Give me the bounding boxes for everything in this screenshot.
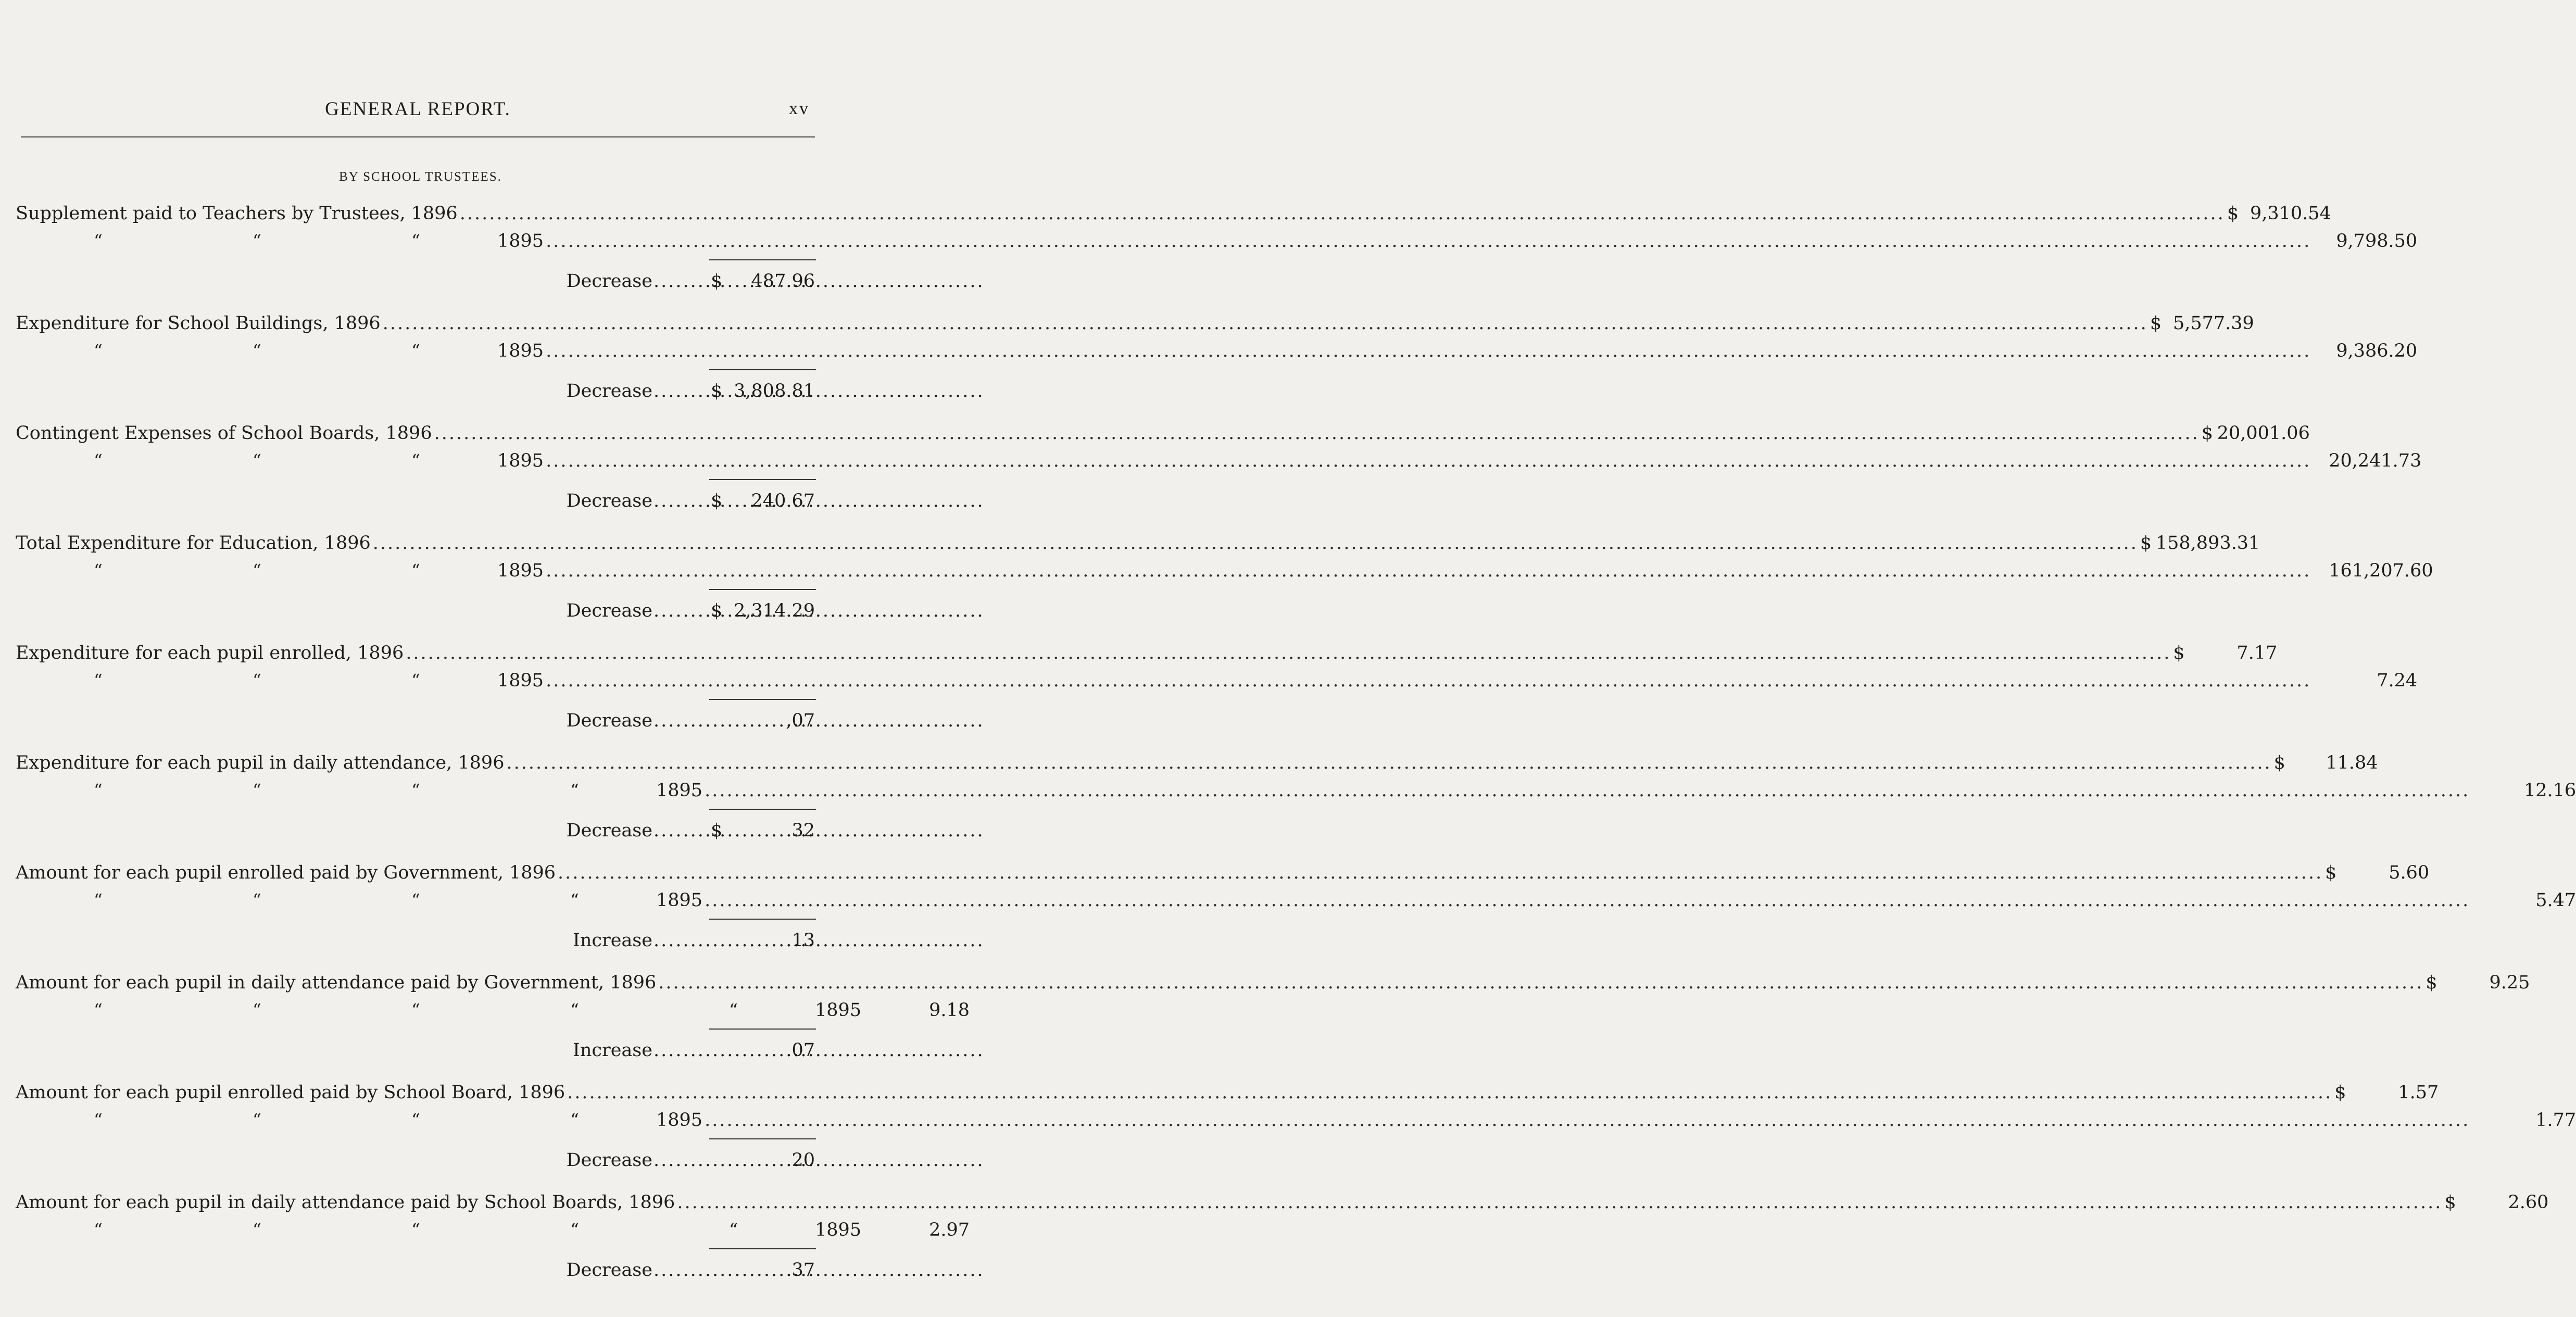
dot-leader — [406, 643, 2171, 663]
dollar-sign: $ — [711, 491, 723, 511]
difference-amount: .20 — [786, 1150, 815, 1171]
dot-leader — [460, 203, 2225, 224]
ditto-mark: “ — [411, 1110, 420, 1130]
statistic-section — [0, 533, 2433, 643]
page-title: GENERAL REPORT. — [325, 98, 511, 120]
difference-label: Decrease — [566, 1150, 652, 1171]
ditto-mark: “ — [94, 231, 103, 251]
statistic-section — [0, 1192, 2549, 1302]
dot-leader — [654, 710, 711, 731]
difference-amount: .07 — [786, 1040, 815, 1061]
statistic-row-1896 — [16, 862, 2430, 886]
dot-leader — [567, 1082, 2332, 1103]
ditto-mark: “ — [253, 1000, 261, 1020]
dollar-sign: $ — [711, 600, 723, 621]
dollar-sign: $ — [2201, 423, 2213, 444]
statistic-label: Total Expenditure for Education, — [16, 533, 319, 554]
statistic-row-1896 — [16, 423, 2310, 447]
ditto-mark: “ — [94, 341, 103, 361]
dot-leader — [658, 972, 2423, 993]
year-label: 1895 — [656, 1110, 703, 1131]
dot-leader — [546, 450, 2311, 471]
ditto-mark: “ — [411, 341, 420, 361]
ditto-marks — [16, 1000, 815, 1020]
ditto-mark: “ — [253, 890, 261, 910]
ditto-marks — [16, 1220, 815, 1240]
difference-label: Decrease — [566, 491, 652, 511]
amount-value: 9,310.54 — [2250, 203, 2331, 224]
ditto-mark: “ — [411, 560, 420, 581]
year-label: 1895 — [497, 231, 544, 252]
statistic-row-1895 — [16, 780, 2576, 804]
year-label: 1895 — [815, 1220, 862, 1240]
statistic-section — [0, 423, 2422, 533]
sum-rule — [709, 259, 816, 260]
ditto-mark: “ — [729, 1000, 738, 1020]
ditto-marks — [16, 560, 497, 581]
amount-value: 161,207.60 — [2329, 560, 2433, 581]
year-label: 1895 — [497, 341, 544, 361]
year-label: 1896 — [519, 1082, 566, 1103]
statistic-row-1895 — [16, 341, 2418, 365]
ditto-marks — [16, 231, 497, 251]
statistic-label: Supplement paid to Teachers by Trustees, — [16, 203, 406, 224]
difference-amount: 2,314.29 — [734, 600, 815, 621]
ditto-mark: “ — [411, 1000, 420, 1020]
dot-leader — [434, 423, 2200, 444]
difference-label: Increase — [573, 1040, 652, 1061]
difference-row — [523, 930, 815, 954]
dot-leader — [373, 533, 2138, 554]
sum-rule — [709, 1138, 816, 1139]
difference-row — [523, 1040, 815, 1064]
ditto-mark: “ — [411, 780, 420, 800]
amount-value: 2.60 — [2508, 1192, 2549, 1213]
statistic-label: Amount for each pupil in daily attendance paid by Government, — [16, 972, 605, 993]
ditto-mark: “ — [253, 1220, 261, 1240]
dollar-sign: $ — [2273, 752, 2285, 773]
difference-row — [523, 1260, 815, 1284]
dot-leader — [654, 1040, 711, 1061]
difference-amount: 3,808.81 — [734, 381, 815, 402]
ditto-mark: “ — [411, 670, 420, 691]
ditto-mark: “ — [253, 231, 261, 251]
statistic-section — [0, 752, 2576, 862]
statistic-label: Amount for each pupil enrolled paid by Government, — [16, 862, 504, 883]
difference-amount: .32 — [786, 820, 815, 841]
statistic-row-1896 — [16, 1082, 2439, 1106]
page-number: xv — [789, 99, 810, 118]
statistic-row-1896 — [16, 643, 2278, 667]
amount-value: 9.25 — [2489, 972, 2530, 993]
statistic-label: Expenditure for each pupil in daily attendance, — [16, 752, 453, 773]
statistic-section — [0, 972, 2530, 1082]
dot-leader — [558, 862, 2323, 883]
dollar-sign: $ — [711, 820, 723, 841]
ditto-mark: “ — [570, 890, 579, 910]
year-label: 1896 — [357, 643, 404, 663]
amount-value: 12.16 — [2524, 780, 2576, 801]
statistic-section — [0, 862, 2576, 972]
year-label: 1896 — [509, 862, 556, 883]
statistic-section — [0, 1082, 2576, 1192]
year-label: 1896 — [334, 313, 381, 334]
dollar-sign: $ — [2140, 533, 2152, 554]
difference-amount: .13 — [786, 930, 815, 951]
amount-value: 5.47 — [2535, 890, 2576, 911]
difference-row — [523, 820, 815, 844]
difference-amount: 240.67 — [751, 491, 815, 511]
dot-leader — [705, 780, 2470, 801]
year-label: 1896 — [385, 423, 432, 444]
ditto-mark: “ — [253, 780, 261, 800]
statistic-row-1895 — [16, 890, 2576, 914]
ditto-mark: “ — [94, 1000, 103, 1020]
amount-value: 7.17 — [2236, 643, 2278, 663]
dot-leader — [546, 341, 2311, 361]
difference-label: Decrease — [566, 1260, 652, 1281]
difference-label: Decrease — [566, 381, 652, 402]
sum-rule — [709, 809, 816, 810]
dot-leader — [546, 560, 2311, 581]
ditto-mark: “ — [94, 1220, 103, 1240]
ditto-mark: “ — [94, 560, 103, 581]
year-label: 1895 — [656, 780, 703, 801]
statistic-label: Contingent Expenses of School Boards, — [16, 423, 380, 444]
dot-leader — [654, 271, 711, 292]
year-label: 1896 — [324, 533, 371, 554]
statistic-row-1896 — [16, 533, 2260, 557]
ditto-marks — [16, 890, 656, 910]
dollar-sign: $ — [2444, 1192, 2456, 1213]
ditto-mark: “ — [253, 1110, 261, 1130]
page-header — [21, 94, 815, 125]
ditto-mark: “ — [411, 231, 420, 251]
statistic-section — [0, 203, 2418, 313]
dot-leader — [546, 670, 2311, 691]
sum-rule — [709, 479, 816, 480]
difference-row — [523, 1150, 815, 1174]
header-rule — [21, 136, 815, 137]
year-label: 1896 — [458, 752, 505, 773]
statistic-label: Expenditure for School Buildings, — [16, 313, 329, 334]
amount-value: 7.24 — [2377, 670, 2418, 691]
year-label: 1895 — [497, 670, 544, 691]
dot-leader — [654, 1260, 711, 1281]
ditto-mark: “ — [570, 780, 579, 800]
amount-value: 1.57 — [2398, 1082, 2439, 1103]
ditto-mark: “ — [253, 341, 261, 361]
dot-leader — [383, 313, 2148, 334]
amount-value: 9,798.50 — [2336, 231, 2418, 252]
dot-leader — [705, 1110, 2470, 1131]
statistic-row-1895 — [16, 560, 2433, 584]
statistic-row-1895 — [16, 670, 2418, 694]
statistic-row-1896 — [16, 1192, 2549, 1216]
year-label: 1895 — [656, 890, 703, 911]
ditto-marks — [16, 450, 497, 471]
amount-value: 158,893.31 — [2155, 533, 2260, 554]
year-label: 1895 — [815, 1000, 862, 1021]
dollar-sign: $ — [711, 271, 723, 292]
difference-row — [523, 710, 815, 734]
ditto-marks — [16, 1110, 656, 1130]
statistic-row-1895 — [16, 1000, 970, 1024]
sum-rule — [709, 1028, 816, 1030]
statistic-label: Amount for each pupil enrolled paid by School Board, — [16, 1082, 513, 1103]
statistic-section — [0, 643, 2418, 752]
dollar-sign: $ — [711, 381, 723, 402]
ditto-mark: “ — [253, 450, 261, 471]
dollar-sign: $ — [2150, 313, 2162, 334]
ditto-mark: “ — [570, 1000, 579, 1020]
dot-leader — [654, 930, 711, 951]
difference-label: Increase — [573, 930, 652, 951]
ditto-mark: “ — [94, 670, 103, 691]
amount-value: 9,386.20 — [2336, 341, 2418, 361]
ditto-mark: “ — [253, 560, 261, 581]
sum-rule — [709, 699, 816, 700]
dot-leader — [654, 820, 711, 841]
difference-amount: 487.96 — [751, 271, 815, 292]
ditto-marks — [16, 670, 497, 691]
statistic-row-1895 — [16, 231, 2418, 255]
ditto-marks — [16, 341, 497, 361]
statistic-row-1895 — [16, 1220, 970, 1244]
amount-value: 20,241.73 — [2329, 450, 2422, 471]
difference-amount: .37 — [786, 1260, 815, 1281]
amount-value: 20,001.06 — [2217, 423, 2310, 444]
statistic-row-1895 — [16, 450, 2422, 474]
sum-rule — [709, 369, 816, 370]
year-label: 1896 — [610, 972, 657, 993]
ditto-mark: “ — [94, 890, 103, 910]
dot-leader — [654, 600, 711, 621]
ditto-mark: “ — [570, 1110, 579, 1130]
amount-value: 5,577.39 — [2172, 313, 2254, 334]
statistic-label: Amount for each pupil in daily attendance paid by School Boards, — [16, 1192, 623, 1213]
sum-rule — [709, 919, 816, 920]
dollar-sign: $ — [2325, 862, 2337, 883]
amount-value: 9.18 — [929, 1000, 970, 1021]
amount-value: 2.97 — [929, 1220, 970, 1240]
dollar-sign: $ — [2426, 972, 2437, 993]
dot-leader — [705, 890, 2470, 911]
ditto-mark: “ — [570, 1220, 579, 1240]
difference-row — [523, 381, 815, 405]
statistic-row-1896 — [16, 752, 2378, 776]
statistic-row-1896 — [16, 972, 2530, 996]
dot-leader — [654, 1150, 711, 1171]
year-label: 1895 — [497, 450, 544, 471]
statistic-row-1896 — [16, 203, 2331, 227]
sum-rule — [709, 589, 816, 590]
amount-value: 5.60 — [2389, 862, 2430, 883]
dollar-sign: $ — [2334, 1082, 2346, 1103]
dot-leader — [654, 381, 711, 402]
ditto-marks — [16, 780, 656, 800]
dot-leader — [654, 491, 711, 511]
difference-label: Decrease — [566, 271, 652, 292]
difference-label: Decrease — [566, 710, 652, 731]
amount-value: 1.77 — [2535, 1110, 2576, 1131]
ditto-mark: “ — [411, 890, 420, 910]
ditto-mark: “ — [253, 670, 261, 691]
section-subheading: BY SCHOOL TRUSTEES. — [339, 170, 502, 184]
year-label: 1895 — [497, 560, 544, 581]
statistics-list — [0, 203, 2576, 1302]
amount-value: 11.84 — [2326, 752, 2378, 773]
year-label: 1896 — [411, 203, 458, 224]
statistic-row-1895 — [16, 1110, 2576, 1134]
sum-rule — [709, 1248, 816, 1249]
statistic-row-1896 — [16, 313, 2254, 337]
difference-row — [523, 600, 815, 624]
difference-row — [523, 491, 815, 515]
year-label: 1896 — [629, 1192, 675, 1213]
difference-label: Decrease — [566, 820, 652, 841]
ditto-mark: “ — [411, 1220, 420, 1240]
dollar-sign: $ — [2227, 203, 2239, 224]
dot-leader — [546, 231, 2311, 252]
ditto-mark: “ — [729, 1220, 738, 1240]
ditto-mark: “ — [411, 450, 420, 471]
dot-leader — [506, 752, 2271, 773]
difference-amount: ,07 — [786, 710, 815, 731]
difference-row — [523, 271, 815, 295]
statistic-section — [0, 313, 2418, 423]
ditto-mark: “ — [94, 780, 103, 800]
difference-label: Decrease — [566, 600, 652, 621]
ditto-mark: “ — [94, 1110, 103, 1130]
ditto-mark: “ — [94, 450, 103, 471]
statistic-label: Expenditure for each pupil enrolled, — [16, 643, 352, 663]
dollar-sign: $ — [2173, 643, 2185, 663]
dot-leader — [677, 1192, 2442, 1213]
